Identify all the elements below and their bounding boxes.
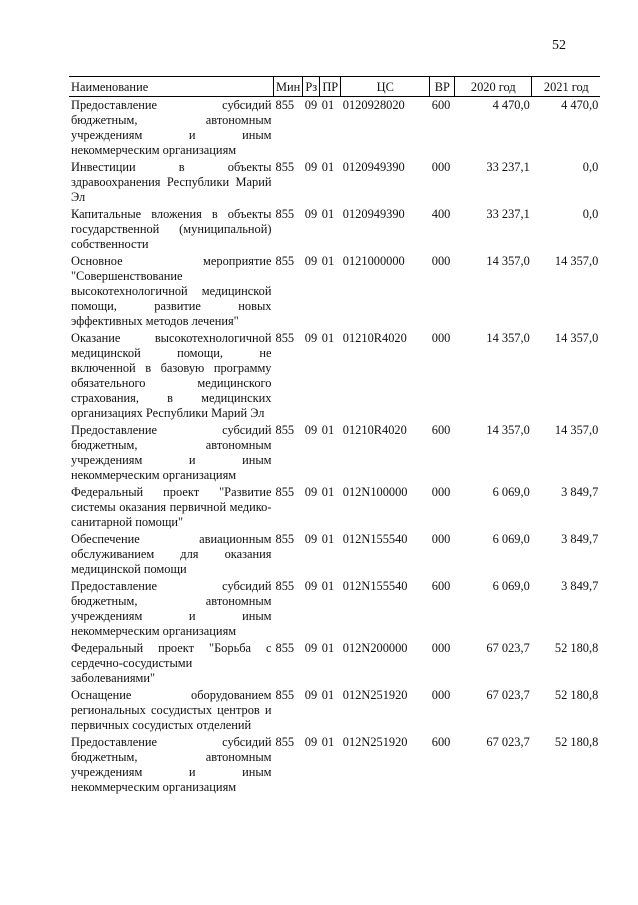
cell-2021: 0,0 [582,207,599,221]
cell-min: 855 [275,423,295,437]
cell-cs: 012N100000 [342,485,408,499]
cell-name: Капитальные вложения в объекты государственной (муниципальной) собственности [71,207,272,251]
cell-min: 855 [275,331,295,345]
cell-2020: 67 023,7 [486,735,530,749]
cell-min: 855 [275,98,295,112]
table-row [69,687,600,734]
cell-name: Федеральный проект "Развитие системы оказания первичной медико-санитарной помощи" [71,485,272,529]
column-header-vr: ВР [430,77,455,97]
column-header-pr: ПР [320,77,341,97]
cell-cs: 012N200000 [342,641,408,655]
cell-vr: 600 [431,423,451,437]
cell-rz: 09 [304,735,318,749]
cell-min: 855 [275,688,295,702]
table-row [69,734,600,796]
cell-cs: 01210R4020 [342,331,407,345]
cell-cs: 012N155540 [342,579,408,593]
cell-vr: 000 [431,485,451,499]
cell-cs: 0120949390 [342,160,405,174]
cell-pr: 01 [321,579,335,593]
cell-2020: 6 069,0 [492,579,530,593]
cell-vr: 600 [431,735,451,749]
cell-2020: 33 237,1 [486,160,530,174]
cell-rz: 09 [304,254,318,268]
page-number: 52 [552,38,566,53]
cell-pr: 01 [321,735,335,749]
cell-2021: 4 470,0 [561,98,599,112]
cell-name: Основное мероприятие "Совершенствование высокотехнологичной медицинской помощи, развитие новых эффективных методов лечения" [71,254,272,328]
cell-2021: 14 357,0 [554,331,599,345]
cell-vr: 600 [431,98,451,112]
cell-pr: 01 [321,98,335,112]
column-header-min: Мин [274,77,303,97]
cell-2021: 3 849,7 [561,485,599,499]
cell-pr: 01 [321,254,335,268]
cell-2020: 6 069,0 [492,532,530,546]
cell-vr: 400 [431,207,451,221]
cell-min: 855 [275,160,295,174]
column-header-name: Наименование [69,77,274,97]
cell-cs: 012N155540 [342,532,408,546]
cell-vr: 000 [431,160,451,174]
cell-pr: 01 [321,423,335,437]
cell-2021: 3 849,7 [561,532,599,546]
cell-rz: 09 [304,688,318,702]
cell-pr: 01 [321,532,335,546]
cell-rz: 09 [304,160,318,174]
table-row [69,206,600,253]
cell-2021: 52 180,8 [554,688,599,702]
cell-min: 855 [275,579,295,593]
cell-min: 855 [275,532,295,546]
cell-name: Обеспечение авиационным обслуживанием для оказания медицинской помощи [71,532,272,576]
cell-pr: 01 [321,641,335,655]
cell-vr: 000 [431,331,451,345]
cell-2020: 14 357,0 [486,423,530,437]
table-row [69,422,600,484]
cell-rz: 09 [304,207,318,221]
table-row [69,640,600,687]
cell-vr: 000 [431,254,451,268]
cell-min: 855 [275,641,295,655]
cell-2020: 14 357,0 [486,254,530,268]
cell-name: Предоставление субсидий бюджетным, автономным учреждениям и иным некоммерческим организациям [71,735,272,794]
table-body [69,97,600,797]
cell-min: 855 [275,735,295,749]
cell-cs: 0120949390 [342,207,405,221]
table-row [69,159,600,206]
cell-name: Оказание высокотехнологичной медицинской помощи, не включенной в базовую программу обязательного медицинского страхования, в медицинских организациях Республики Марий Эл [71,331,272,420]
cell-pr: 01 [321,485,335,499]
table-row [69,253,600,330]
cell-rz: 09 [304,641,318,655]
cell-pr: 01 [321,688,335,702]
column-header-rz: Рз [303,77,320,97]
cell-rz: 09 [304,485,318,499]
cell-vr: 000 [431,532,451,546]
cell-pr: 01 [321,207,335,221]
cell-2021: 52 180,8 [554,641,599,655]
cell-vr: 600 [431,579,451,593]
cell-name: Федеральный проект "Борьба с сердечно-сосудистыми заболеваниями" [71,641,272,685]
cell-pr: 01 [321,160,335,174]
cell-cs: 012N251920 [342,735,408,749]
table-row [69,330,600,422]
cell-2020: 67 023,7 [486,688,530,702]
cell-2020: 33 237,1 [486,207,530,221]
table-header [69,77,600,97]
cell-vr: 000 [431,641,451,655]
cell-min: 855 [275,207,295,221]
cell-cs: 012N251920 [342,688,408,702]
cell-name: Инвестиции в объекты здравоохранения Республики Марий Эл [71,160,272,204]
table-row [69,531,600,578]
table-row [69,97,600,160]
table-row [69,578,600,640]
cell-rz: 09 [304,532,318,546]
cell-2020: 14 357,0 [486,331,530,345]
cell-2020: 67 023,7 [486,641,530,655]
cell-2021: 0,0 [582,160,599,174]
cell-2020: 6 069,0 [492,485,530,499]
cell-2021: 14 357,0 [554,254,599,268]
cell-2021: 3 849,7 [561,579,599,593]
cell-min: 855 [275,485,295,499]
cell-rz: 09 [304,423,318,437]
cell-2020: 4 470,0 [492,98,530,112]
column-header-2021: 2021 год [532,77,601,97]
cell-cs: 0120928020 [342,98,405,112]
cell-name: Предоставление субсидий бюджетным, автономным учреждениям и иным некоммерческим организациям [71,423,272,482]
cell-vr: 000 [431,688,451,702]
column-header-cs: ЦС [341,77,430,97]
budget-table [69,76,600,796]
table-row [69,484,600,531]
cell-2021: 14 357,0 [554,423,599,437]
cell-min: 855 [275,254,295,268]
cell-name: Предоставление субсидий бюджетным, автономным учреждениям и иным некоммерческим организациям [71,98,272,157]
cell-2021: 52 180,8 [554,735,599,749]
cell-name: Предоставление субсидий бюджетным, автономным учреждениям и иным некоммерческим организациям [71,579,272,638]
cell-rz: 09 [304,98,318,112]
header-row [69,77,600,97]
cell-rz: 09 [304,579,318,593]
cell-cs: 01210R4020 [342,423,407,437]
cell-cs: 0121000000 [342,254,405,268]
cell-rz: 09 [304,331,318,345]
column-header-2020: 2020 год [455,77,532,97]
cell-pr: 01 [321,331,335,345]
cell-name: Оснащение оборудованием региональных сосудистых центров и первичных сосудистых отделений [71,688,272,732]
